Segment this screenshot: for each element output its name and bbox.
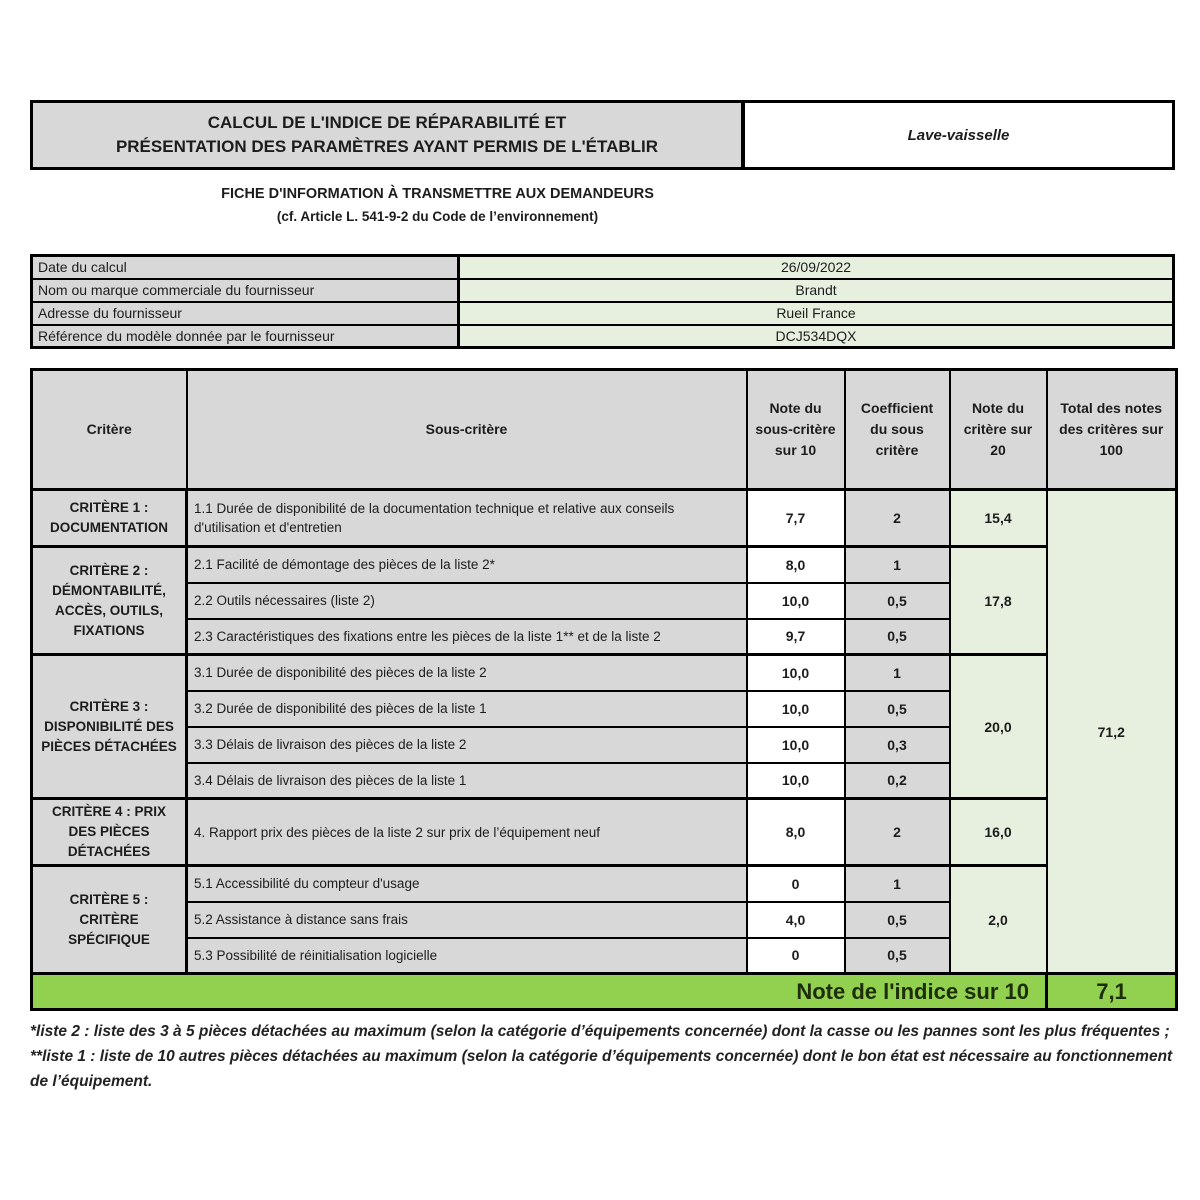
footnote-liste-2: *liste 2 : liste des 3 à 5 pièces détachées au maximum (selon la catégorie d’équipements concernée) dont la casse ou les pannes sont les plus fréquentes ; [30,1023,1170,1040]
note10-cell: 9,7 [747,619,845,655]
note20-cell: 15,4 [950,490,1047,547]
note20-cell: 16,0 [950,799,1047,866]
table-header-row [32,370,1177,490]
product-type-label: Lave-vaisselle [907,126,1010,144]
info-label-date: Date du calcul [32,256,459,279]
sub-criterion-cell: 5.3 Possibilité de réinitialisation logicielle [187,938,747,974]
sub-criterion-cell: 3.1 Durée de disponibilité des pièces de la liste 2 [187,655,747,691]
footnote-liste-1: **liste 1 : liste de 10 autres pièces détachées au maximum (selon la catégorie d’équipements concernée) dont le bon état est nécessaire au fonctionnement de l’équipement. [30,1048,1173,1090]
product-type-box [745,103,1172,167]
coefficient-cell: 0,5 [845,583,950,619]
coefficient-cell: 0,2 [845,763,950,799]
info-label-address: Adresse du fournisseur [32,302,459,325]
criterion-2-cell: CRITÈRE 2 : DÉMONTABILITÉ, ACCÈS, OUTILS, FIXATIONS [32,547,187,655]
note10-cell: 0 [747,866,845,902]
coefficient-cell: 0,5 [845,691,950,727]
document-content [30,100,1175,1094]
table-row [32,490,1177,547]
info-label-brand: Nom ou marque commerciale du fournisseur [32,279,459,302]
info-value-model: DCJ534DQX [459,325,1174,348]
table-row [32,866,1177,902]
info-value-brand: Brandt [459,279,1174,302]
title-bar [30,100,1175,170]
title-line-2: PRÉSENTATION DES PARAMÈTRES AYANT PERMIS DE L'ÉTABLIR [115,137,659,156]
note10-cell: 10,0 [747,763,845,799]
col-header-note-critere: Note du critère sur 20 [950,370,1047,490]
col-header-sous-critere: Sous-critère [187,370,747,490]
table-row [32,655,1177,691]
coefficient-cell: 2 [845,490,950,547]
supplier-info-table [30,254,1175,349]
info-label-model: Référence du modèle donnée par le fournisseur [32,325,459,348]
note10-cell: 10,0 [747,583,845,619]
coefficient-cell: 0,5 [845,619,950,655]
info-value-address: Rueil France [459,302,1174,325]
sub-criterion-cell: 1.1 Durée de disponibilité de la documentation technique et relative aux conseils d'utilisation et d'entretien [187,490,747,547]
final-index-label: Note de l'indice sur 10 [32,974,1047,1010]
total-sur-100-cell: 71,2 [1047,490,1177,974]
criterion-1-cell: CRITÈRE 1 : DOCUMENTATION [32,490,187,547]
final-index-value: 7,1 [1047,974,1177,1010]
criterion-4-cell: CRITÈRE 4 : PRIX DES PIÈCES DÉTACHÉES [32,799,187,866]
coefficient-cell: 0,5 [845,902,950,938]
note20-cell: 17,8 [950,547,1047,655]
table-row [32,302,1174,325]
subheader-line-2: (cf. Article L. 541-9-2 du Code de l’environnement) [276,209,599,224]
sub-criterion-cell: 2.3 Caractéristiques des fixations entre les pièces de la liste 1** et de la liste 2 [187,619,747,655]
coefficient-cell: 0,5 [845,938,950,974]
table-row [32,256,1174,279]
coefficient-cell: 0,3 [845,727,950,763]
sub-criterion-cell: 3.2 Durée de disponibilité des pièces de la liste 1 [187,691,747,727]
footnotes [30,1019,1175,1094]
title-line-1: CALCUL DE L'INDICE DE RÉPARABILITÉ ET [207,113,567,132]
note10-cell: 10,0 [747,727,845,763]
table-row [32,325,1174,348]
sub-criterion-cell: 5.2 Assistance à distance sans frais [187,902,747,938]
sub-criterion-cell: 2.1 Facilité de démontage des pièces de la liste 2* [187,547,747,583]
criterion-3-cell: CRITÈRE 3 : DISPONIBILITÉ DES PIÈCES DÉTACHÉES [32,655,187,799]
note10-cell: 7,7 [747,490,845,547]
note10-cell: 10,0 [747,655,845,691]
sub-criterion-cell: 5.1 Accessibilité du compteur d'usage [187,866,747,902]
col-header-critere: Critère [32,370,187,490]
document-title [33,103,745,167]
note10-cell: 8,0 [747,799,845,866]
coefficient-cell: 1 [845,866,950,902]
coefficient-cell: 2 [845,799,950,866]
info-value-date: 26/09/2022 [459,256,1174,279]
criteria-table [30,368,1178,1011]
table-row [32,799,1177,866]
note10-cell: 0 [747,938,845,974]
sub-criterion-cell: 3.3 Délais de livraison des pièces de la liste 2 [187,727,747,763]
final-index-row [32,974,1177,1010]
note10-cell: 8,0 [747,547,845,583]
subheader [30,186,845,224]
criterion-5-cell: CRITÈRE 5 : CRITÈRE SPÉCIFIQUE [32,866,187,974]
coefficient-cell: 1 [845,655,950,691]
note20-cell: 2,0 [950,866,1047,974]
col-header-total: Total des notes des critères sur 100 [1047,370,1177,490]
coefficient-cell: 1 [845,547,950,583]
table-row [32,279,1174,302]
note10-cell: 4,0 [747,902,845,938]
note10-cell: 10,0 [747,691,845,727]
note20-cell: 20,0 [950,655,1047,799]
sub-criterion-cell: 4. Rapport prix des pièces de la liste 2 sur prix de l’équipement neuf [187,799,747,866]
col-header-coefficient: Coefficient du sous critère [845,370,950,490]
subheader-line-1: FICHE D'INFORMATION À TRANSMETTRE AUX DEMANDEURS [221,186,654,202]
sub-criterion-cell: 2.2 Outils nécessaires (liste 2) [187,583,747,619]
col-header-note-sous-critere: Note du sous-critère sur 10 [747,370,845,490]
sub-criterion-cell: 3.4 Délais de livraison des pièces de la liste 1 [187,763,747,799]
table-row [32,547,1177,583]
